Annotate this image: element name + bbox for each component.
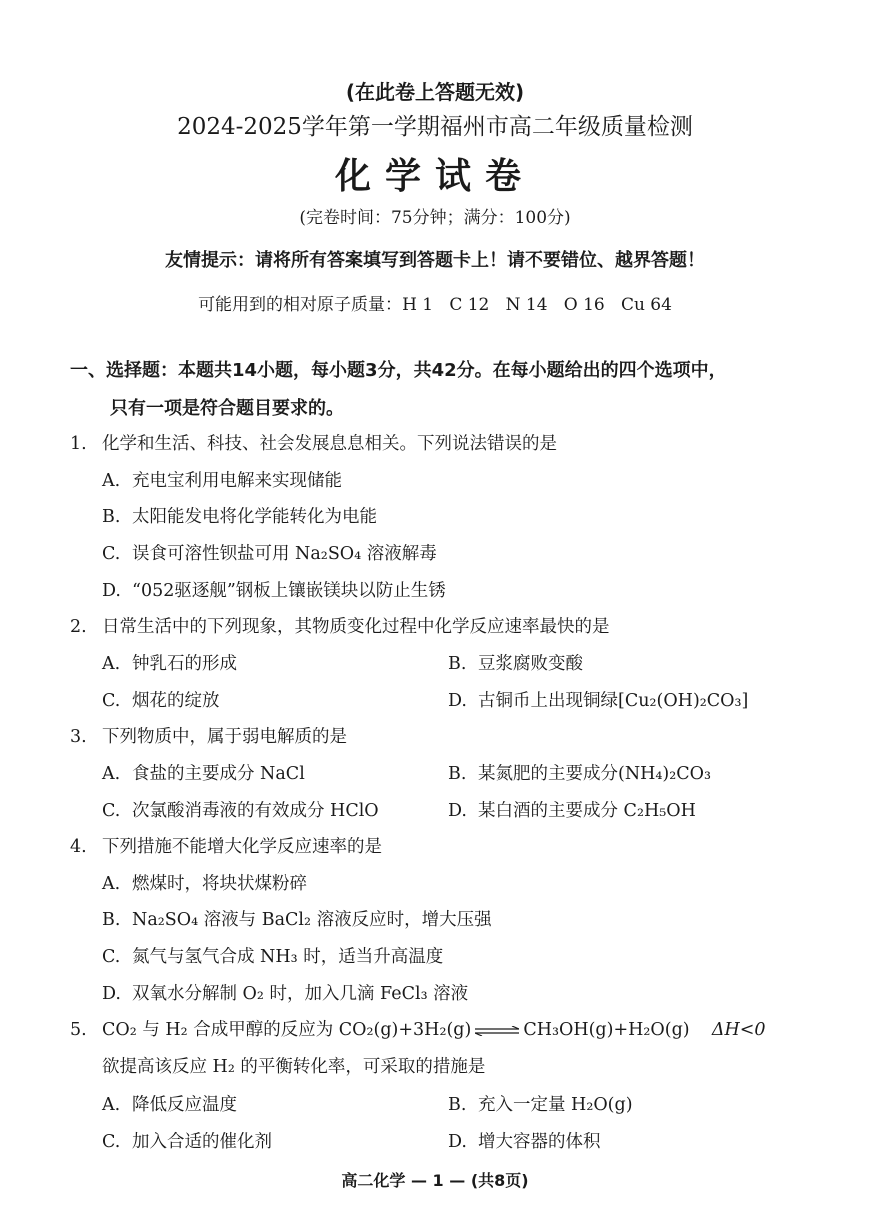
option-text: 豆浆腐败变酸	[478, 654, 583, 674]
option-label: D.	[448, 1132, 467, 1152]
q1-option-c	[102, 540, 437, 565]
option-label: D.	[448, 691, 467, 711]
question-number: 3.	[70, 727, 87, 747]
option-text: 古铜币上出现铜绿[Cu₂(OH)₂CO₃]	[478, 691, 749, 711]
question-text: 化学和生活、科技、社会发展息息相关。下列说法错误的是	[102, 434, 557, 454]
exam-info: (完卷时间：75分钟；满分：100分)	[299, 208, 571, 228]
option-label: C.	[102, 1132, 121, 1152]
q2-option-d	[448, 687, 748, 712]
question-number: 4.	[70, 837, 87, 857]
question-5-stem-line2: 欲提高该反应 H₂ 的平衡转化率，可采取的措施是	[102, 1057, 486, 1077]
option-text: 增大容器的体积	[478, 1132, 601, 1152]
option-label: B.	[448, 764, 467, 784]
mass-cu: Cu 64	[620, 295, 672, 315]
q4-option-b	[102, 906, 492, 931]
option-text: 太阳能发电将化学能转化为电能	[132, 507, 377, 527]
option-label: B.	[448, 654, 467, 674]
option-text: 氮气与氢气合成 NH₃ 时，适当升高温度	[132, 947, 444, 967]
equilibrium-arrow-icon	[475, 1026, 519, 1036]
q5-option-d	[448, 1128, 601, 1153]
q2-option-b	[448, 650, 583, 675]
mass-n: N 14	[505, 295, 548, 315]
section-title-line1: 一、选择题：本题共14小题，每小题3分，共42分。在每小题给出的四个选项中，	[70, 360, 727, 381]
option-text: 充入一定量 H₂O(g)	[478, 1095, 633, 1115]
q2-option-a	[102, 650, 237, 675]
question-text: 下列措施不能增大化学反应速率的是	[102, 837, 382, 857]
mass-h: H 1	[402, 295, 434, 315]
question-number: 5.	[70, 1020, 87, 1040]
question-5-stem	[70, 1016, 766, 1041]
enthalpy-change: ΔH<0	[711, 1020, 766, 1040]
q1-option-a	[102, 467, 342, 492]
question-1-stem	[70, 430, 557, 455]
option-text: 某氮肥的主要成分(NH₄)₂CO₃	[478, 764, 712, 784]
q1-option-d	[102, 577, 446, 602]
option-text: 钟乳石的形成	[132, 654, 237, 674]
section-title-line2: 只有一项是符合题目要求的。	[110, 398, 344, 419]
question-number: 1.	[70, 434, 87, 454]
q3-option-c	[102, 797, 379, 822]
q5-option-c	[102, 1128, 272, 1153]
q1-option-b	[102, 503, 377, 528]
option-label: C.	[102, 947, 121, 967]
question-2-stem	[70, 613, 610, 638]
q4-option-a	[102, 870, 307, 895]
option-label: C.	[102, 801, 121, 821]
option-label: A.	[102, 1095, 121, 1115]
q5-option-b	[448, 1091, 633, 1116]
option-label: A.	[102, 764, 121, 784]
option-label: A.	[102, 654, 121, 674]
option-label: D.	[102, 581, 121, 601]
option-label: A.	[102, 471, 121, 491]
mass-o: O 16	[563, 295, 605, 315]
option-label: D.	[102, 984, 121, 1004]
option-text: 加入合适的催化剂	[132, 1132, 272, 1152]
option-label: B.	[102, 507, 121, 527]
option-text: 误食可溶性钡盐可用 Na₂SO₄ 溶液解毒	[132, 544, 437, 564]
q3-option-d	[448, 797, 696, 822]
q2-option-c	[102, 687, 220, 712]
q3-option-b	[448, 760, 711, 785]
exam-title: 2024-2025学年第一学期福州市高二年级质量检测	[177, 114, 693, 140]
option-text: 食盐的主要成分 NaCl	[132, 764, 305, 784]
option-text: 充电宝利用电解来实现储能	[132, 471, 342, 491]
subject-title: 化学试卷	[334, 155, 535, 197]
q4-option-d	[102, 980, 468, 1005]
question-text: 日常生活中的下列现象，其物质变化过程中化学反应速率最快的是	[102, 617, 610, 637]
q4-option-c	[102, 943, 443, 968]
question-text: CO₂ 与 H₂ 合成甲醇的反应为 CO₂(g)+3H₂(g)	[102, 1020, 472, 1040]
question-number: 2.	[70, 617, 87, 637]
option-label: A.	[102, 874, 121, 894]
question-4-stem	[70, 833, 382, 858]
option-text: 燃煤时，将块状煤粉碎	[132, 874, 307, 894]
invalid-note: (在此卷上答题无效)	[345, 80, 525, 104]
option-label: B.	[448, 1095, 467, 1115]
q3-option-a	[102, 760, 305, 785]
atomic-masses-label: 可能用到的相对原子质量：	[198, 295, 403, 315]
option-label: C.	[102, 691, 121, 711]
option-label: D.	[448, 801, 467, 821]
page-footer: 高二化学 — 1 — (共8页)	[341, 1171, 529, 1190]
mass-c: C 12	[449, 295, 490, 315]
option-text: 双氧水分解制 O₂ 时，加入几滴 FeCl₃ 溶液	[132, 984, 469, 1004]
q5-option-a	[102, 1091, 237, 1116]
option-text: “052驱逐舰”钢板上镶嵌镁块以防止生锈	[132, 581, 446, 601]
option-label: B.	[102, 910, 121, 930]
question-text: 下列物质中，属于弱电解质的是	[102, 727, 347, 747]
option-label: C.	[102, 544, 121, 564]
question-3-stem	[70, 723, 347, 748]
option-text: 某白酒的主要成分 C₂H₅OH	[478, 801, 696, 821]
option-text: 降低反应温度	[132, 1095, 237, 1115]
question-text-products: CH₃OH(g)+H₂O(g)	[523, 1020, 690, 1040]
option-text: Na₂SO₄ 溶液与 BaCl₂ 溶液反应时，增大压强	[132, 910, 492, 930]
option-text: 次氯酸消毒液的有效成分 HClO	[132, 801, 379, 821]
option-text: 烟花的绽放	[132, 691, 220, 711]
friendly-tip: 友情提示：请将所有答案填写到答题卡上！请不要错位、越界答题！	[165, 250, 705, 271]
atomic-masses	[0, 290, 870, 315]
